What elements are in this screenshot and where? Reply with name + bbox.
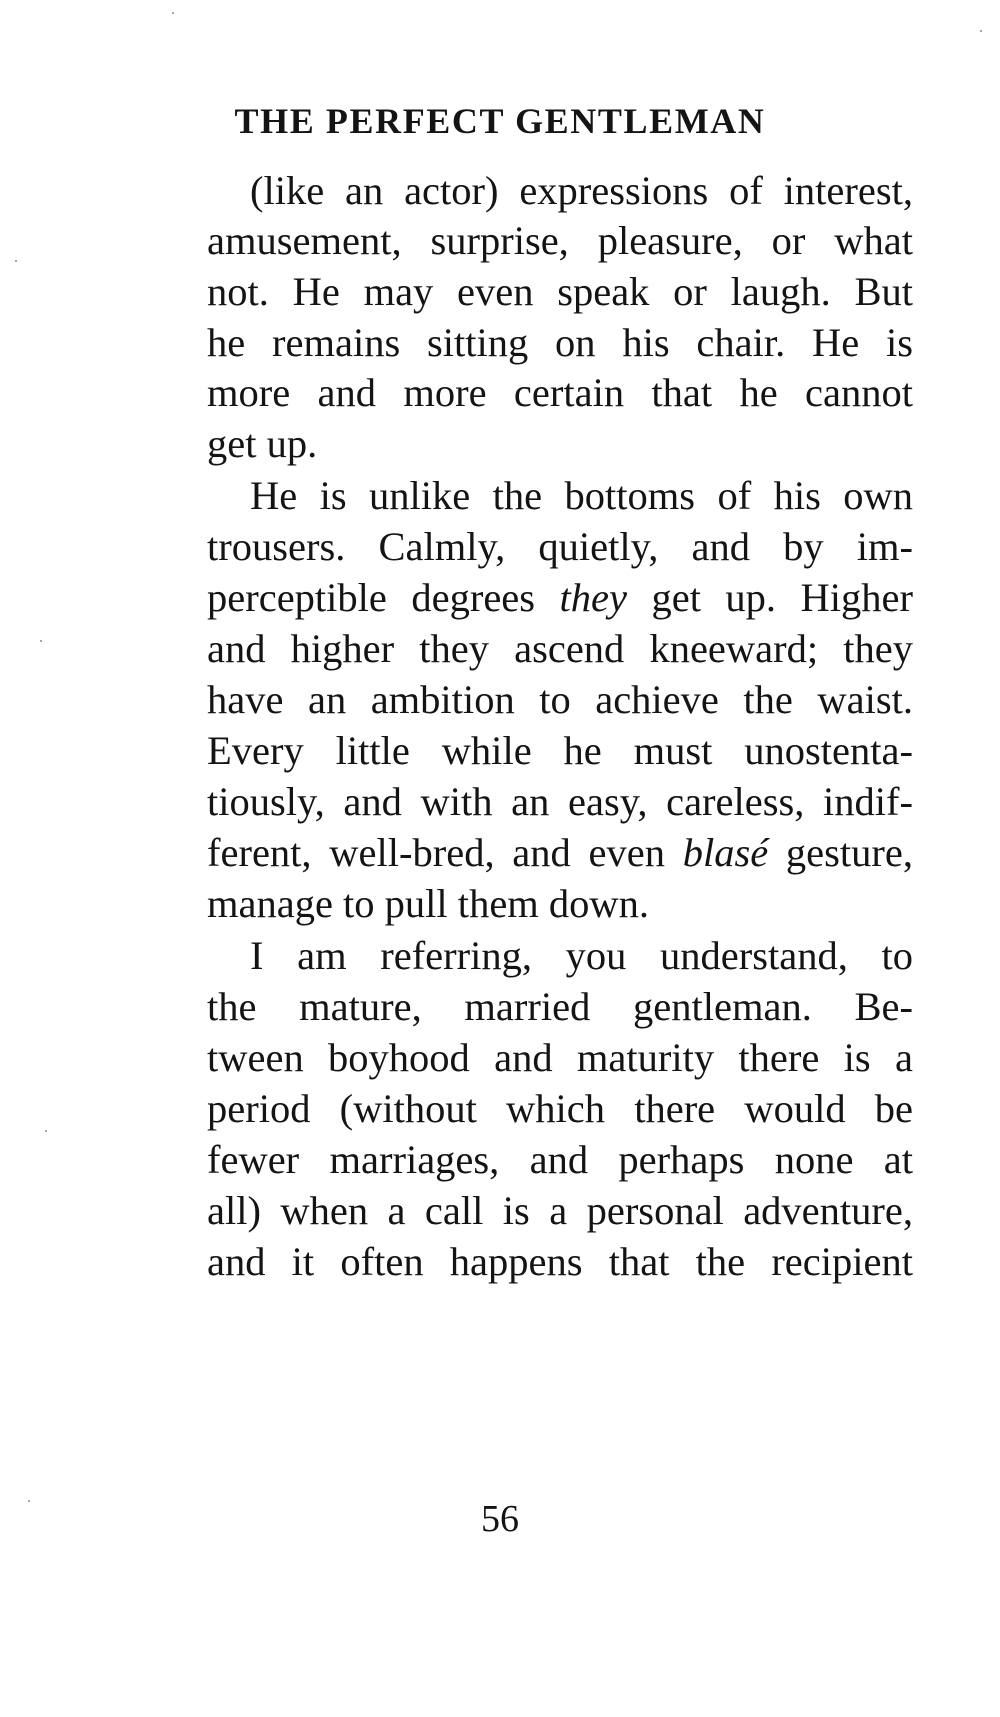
text-line: (like an actor) expressions of interest, [250, 168, 913, 213]
scan-speck [172, 12, 174, 14]
text-line: amusement, surprise, pleasure, or what [207, 218, 913, 263]
text-line: I am referring, you understand, to [250, 933, 913, 978]
italic-word: they [559, 575, 627, 620]
text-line: have an ambition to achieve the waist. [207, 677, 913, 722]
text-line: all) when a call is a personal adventure, [207, 1188, 913, 1233]
scan-speck [980, 30, 982, 32]
text-line: tween boyhood and maturity there is a [207, 1035, 913, 1080]
text-run: ferent, well-bred, and even [207, 830, 683, 875]
scan-speck [40, 640, 42, 642]
text-line: get up. [207, 421, 318, 466]
text-run: get up. Higher [627, 575, 913, 620]
text-line [207, 575, 913, 620]
text-line: He is unlike the bottoms of his own [250, 473, 913, 518]
text-line [207, 830, 913, 875]
text-line: trousers. Calmly, quietly, and by im- [207, 524, 913, 569]
text-line: and it often happens that the recipient [207, 1239, 913, 1284]
text-line: and higher they ascend kneeward; they [207, 626, 913, 671]
running-head: THE PERFECT GENTLEMAN [234, 101, 766, 141]
italic-word: blasé [682, 830, 769, 875]
text-line: period (without which there would be [207, 1086, 913, 1131]
scan-speck [45, 1130, 47, 1132]
scan-speck [28, 1500, 30, 1502]
text-line: Every little while he must unostenta- [207, 728, 913, 773]
text-run: perceptible degrees [207, 575, 560, 620]
scan-speck [15, 260, 17, 262]
text-line: manage to pull them down. [207, 881, 650, 926]
text-line: he remains sitting on his chair. He is [207, 320, 913, 365]
text-run: gesture, [768, 830, 913, 875]
text-line: fewer marriages, and perhaps none at [207, 1137, 913, 1182]
text-line: not. He may even speak or laugh. But [207, 269, 913, 314]
text-line: tiously, and with an easy, careless, indif- [207, 779, 913, 824]
page-number: 56 [481, 1498, 519, 1540]
text-line: more and more certain that he cannot [207, 370, 913, 415]
text-line: the mature, married gentleman. Be- [207, 984, 913, 1029]
